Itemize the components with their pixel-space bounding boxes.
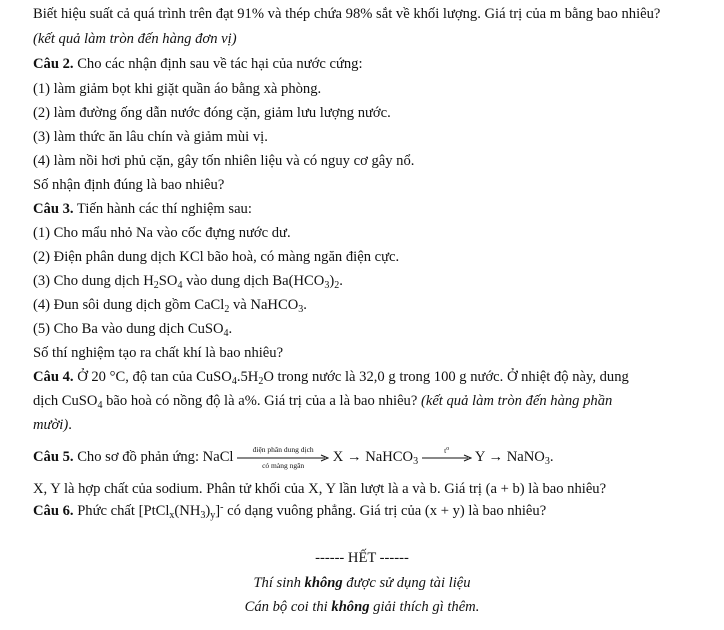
- invigilator-note: Cán bộ coi thi không giải thích gì thêm.: [244, 599, 480, 615]
- q2-item-4: (4) làm nồi hơi phủ cặn, gây tốn nhiên liệu và có nguy cơ gây nổ.: [33, 153, 415, 169]
- q5-label: Câu 5.: [33, 449, 74, 465]
- q2-item-2: (2) làm đường ống dẫn nước đóng cặn, giảm lưu lượng nước.: [33, 105, 391, 121]
- q3-item-5: (5) Cho Ba vào dung dịch CuSO$_4$.: [33, 321, 233, 339]
- q3-item-3: (3) Cho dung dịch $H_2SO_4$ vào dung dịch $Ba(HCO_3)_2$.: [33, 273, 343, 291]
- q3-stem-line: [33, 200, 718, 218]
- q4-line-3: mười).: [33, 417, 72, 433]
- heat-arrow: $t^o$: [422, 454, 472, 462]
- q5-line-2: X, Y là hợp chất của sodium. Phân tử khối của X, Y lần lượt là a và b. Giá trị (a + b) là bao nhiêu?: [33, 481, 607, 497]
- q3-item-1: (1) Cho mẩu nhỏ Na vào cốc đựng nước dư.: [33, 225, 291, 241]
- q5-reaction-line: Câu 5. Cho sơ đồ phản ứng: NaCl điện phân dung dịch có màng ngăn X → NaHCO$_3$ $t^o$ Y → NaNO$_3$.: [33, 444, 554, 470]
- q3-item-2: (2) Điện phân dung dịch KCl bão hoà, có màng ngăn điện cực.: [33, 249, 400, 265]
- q2-ask: Số nhận định đúng là bao nhiêu?: [33, 177, 225, 193]
- q2-label: Câu 2.: [33, 56, 74, 72]
- q4-line-1: Câu 4. Ở 20 °C, độ tan của $CuSO_4.5H_2O$ trong nước là 32,0 g trong 100 g nước. Ở nhiệt độ này, dung: [33, 369, 629, 387]
- q4-line-2: dịch CuSO$_4$ bão hoà có nồng độ là a%. Giá trị của a là bao nhiêu? (kết quả làm tròn đến hàng phần: [33, 393, 613, 411]
- intro-note: (kết quả làm tròn đến hàng đơn vị): [33, 31, 237, 47]
- candidate-note: Thí sinh không được sử dụng tài liệu: [253, 575, 471, 591]
- q2-item-3: (3) làm thức ăn lâu chín và giảm mùi vị.: [33, 129, 268, 145]
- q4-label: Câu 4.: [33, 369, 74, 385]
- q3-label: Câu 3.: [33, 201, 74, 217]
- q6-line: Câu 6. Phức chất $[PtCl_x(NH_3)_y]^-$ có dạng vuông phẳng. Giá trị của (x + y) là bao nhiêu?: [33, 502, 547, 521]
- q3-item-4: (4) Đun sôi dung dịch gồm CaCl$_2$ và NaHCO$_3$.: [33, 297, 307, 315]
- q6-label: Câu 6.: [33, 503, 74, 519]
- end-marker: ------ HẾT ------: [315, 550, 409, 566]
- q2-stem: Cho các nhận định sau về tác hại của nước cứng:: [73, 56, 363, 72]
- q3-stem: Tiến hành các thí nghiệm sau:: [73, 201, 252, 217]
- q2-stem-line: [33, 55, 718, 73]
- q3-ask: Số thí nghiệm tạo ra chất khí là bao nhiêu?: [33, 345, 284, 361]
- q2-item-1: (1) làm giảm bọt khi giặt quần áo bằng xà phòng.: [33, 81, 322, 97]
- intro-text: Biết hiệu suất cả quá trình trên đạt 91% và thép chứa 98% sắt về khối lượng. Giá trị của m bằng bao nhiêu?: [33, 6, 661, 22]
- electrolysis-arrow: điện phân dung dịch có màng ngăn: [237, 454, 329, 462]
